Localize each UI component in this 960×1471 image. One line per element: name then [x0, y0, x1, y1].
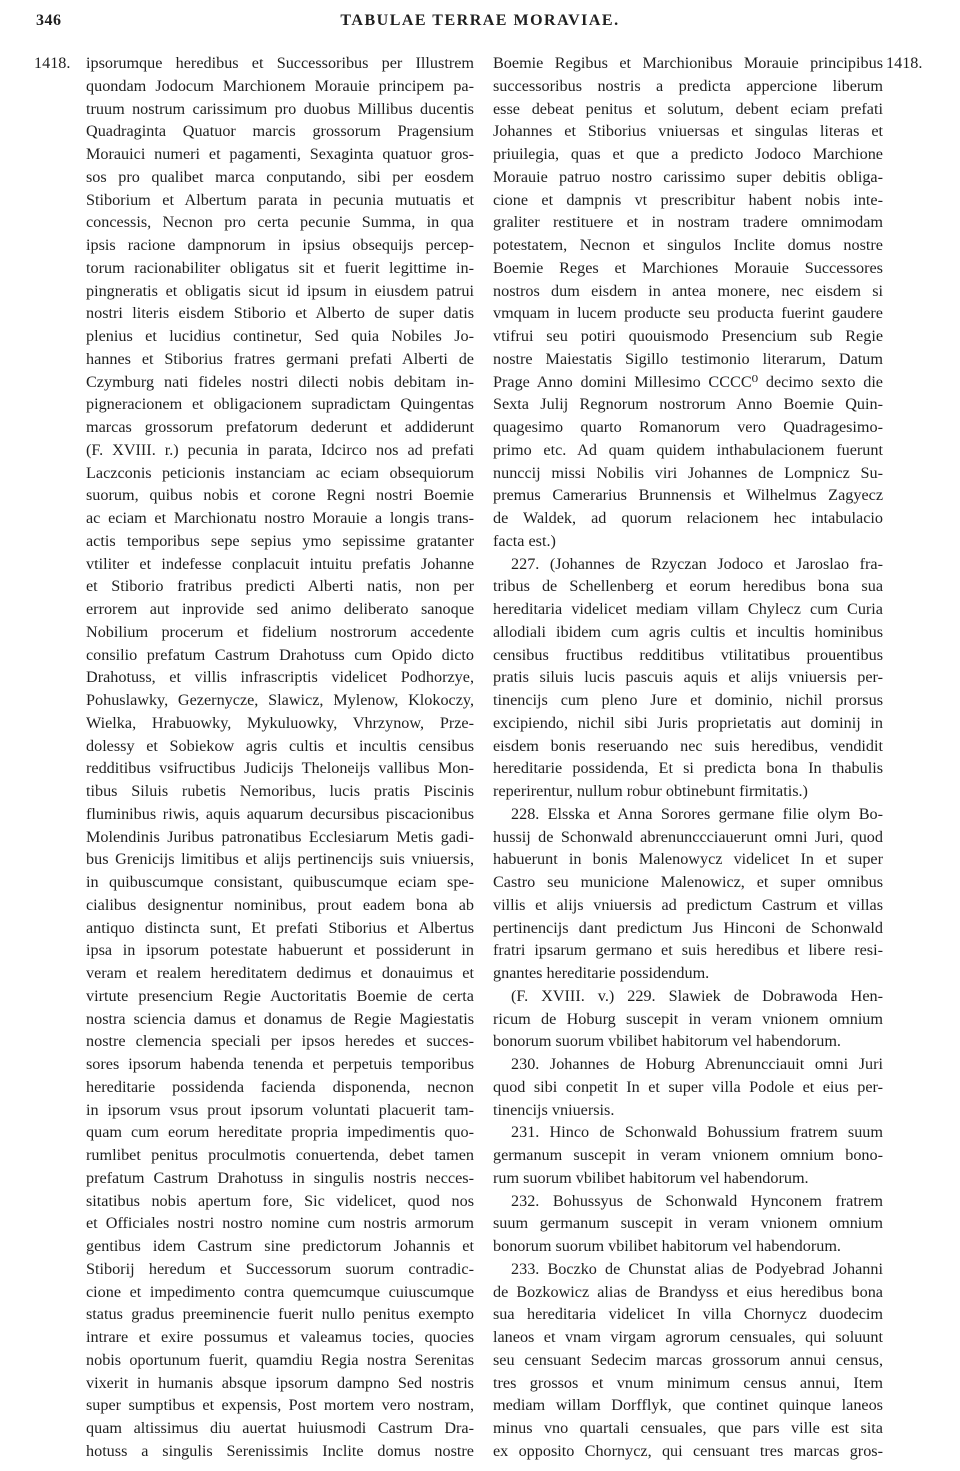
text-line: Sexta Julij Regnorum nostrorum Anno Boemie Quin-: [493, 395, 883, 414]
text-line: tribus de Schellenberg et eorum heredibus bona sua: [493, 577, 883, 596]
text-line: rum suorum vbilibet habitorum vel habendorum.: [493, 1168, 809, 1187]
margin-year-right: 1418.: [886, 54, 923, 72]
text-line: et Stiborio fratribus predicti Alberti natis, non per: [86, 577, 474, 596]
text-line: bonorum suorum vbilibet habitorum vel habendorum.: [493, 1032, 841, 1051]
text-line: 231. Hinco de Schonwald Bohussium fratrem suum: [511, 1123, 883, 1142]
text-line: (F. XVIII. r.) pecunia in parata, Idcirco nos ad prefati: [86, 440, 474, 459]
text-line: minus vno quartali censuales, que pars ville est sita: [493, 1419, 883, 1437]
text-line: potestatem, Necnon et singulos Inclite domus nostre: [493, 236, 883, 254]
text-line: super sumptibus et expensis, Post mortem vero nostram,: [86, 1396, 474, 1415]
right-column: [493, 52, 883, 1463]
text-line: Stiborij heredum et Successorum suorum contradic-: [86, 1259, 474, 1278]
text-line: successoribus nostris a predicta appercione liberum: [493, 76, 883, 95]
text-line: torum racionabiliter obligatus sit et fuerit legittime in-: [86, 258, 474, 277]
text-line: nunccij missi Nobilis viri Johannes de Lompnicz Su-: [493, 463, 883, 482]
text-line: nostri literis eisdem Stiborio et Alberto de super datis: [86, 304, 474, 323]
text-line: pertinencijs dant predictum Jus Hinconi de Schonwald: [493, 918, 883, 937]
text-line: Nobilium procerum et fidelium nostrorum accedente: [86, 622, 474, 641]
text-line: germanum suscepit in veram vnionem omnium bono-: [493, 1146, 883, 1164]
text-line: veram et realem hereditatem dedimus et donauimus et: [86, 964, 474, 982]
text-line: eisdem bonis reseruando nec suis heredibus, vendidit: [493, 736, 883, 755]
text-line: in ipsorum vsus prout ipsorum voluntati placuerit tam-: [86, 1100, 474, 1119]
text-line: Pohuslawky, Gezernycze, Slawicz, Mylenow, Klokoczy,: [86, 691, 474, 709]
text-line: sos pro qualibet marca conputando, sibi per eosdem: [86, 167, 474, 186]
text-line: hereditaria videlicet mediam villam Chylecz cum Curia: [493, 600, 883, 618]
text-line: (F. XVIII. v.) 229. Slawiek de Dobrawoda Hen-: [511, 986, 883, 1005]
text-line: vtifrui seu potiri quouismodo Presencium sub Regie: [493, 327, 883, 345]
text-line: plenius et lucidius continetur, Sed quia Nobiles Jo-: [86, 327, 474, 345]
text-line: virtute presencium Regie Auctoritatis Boemie de certa: [86, 986, 474, 1005]
text-line: Boemie Regibus et Marchionibus Morauie principibus: [493, 54, 883, 72]
text-line: quam altissimus diu auertat huiusmodi Castrum Dra-: [86, 1419, 474, 1437]
text-line: villis et alijs vniuersis ad predictum Castrum et villas: [493, 895, 883, 914]
text-line: Stiborium et Albertum parata in pecunia mutuatis et: [86, 190, 474, 209]
text-line: nostros dum eisdem in antea monere, nec eisdem si: [493, 281, 883, 300]
text-line: priuilegia, quas et que a predicto Jodoco Marchione: [493, 145, 883, 163]
text-line: prefatum Castrum Drahotuss in singulis nostris necces-: [86, 1168, 474, 1187]
text-line: tinencijs cum pleno Jure et dominio, nichil prorsus: [493, 691, 883, 709]
text-line: ricum de Hoburg suscepit in veram vnionem omnium: [493, 1009, 883, 1028]
text-line: ipsorumque heredibus et Successoribus per Illustrem: [86, 54, 474, 72]
text-line: quondam Jodocum Marchionem Morauie principem pa-: [86, 76, 474, 95]
text-line: quagesimo quarto Romanorum vero Quadragesimo-: [493, 418, 883, 436]
text-line: Morauie patruo nostro carissimo super debitis obliga-: [493, 167, 883, 186]
text-line: censibus fructibus redditibus vtilitatibus prouentibus: [493, 645, 883, 664]
text-line: bus Grenicijs limitibus et alijs pertinencijs suis vniuersis,: [86, 850, 474, 869]
text-line: ipsis racione dampnorum in ipsius obsequijs percep-: [86, 236, 474, 254]
page-header: [0, 12, 960, 40]
text-line: allodiali ibidem cum agris cultis et incultis hominibus: [493, 622, 883, 641]
text-line: Drahotuss, et villis infrascriptis videlicet Podhorzye,: [86, 668, 474, 687]
text-line: suum germanum suscepit in veram vnionem omnium: [493, 1214, 883, 1233]
text-line: Boemie Reges et Marchiones Morauie Successores: [493, 258, 883, 277]
text-line: pratis siluis lucis pascuis aquis et alijs vniuersis per-: [493, 668, 883, 687]
text-line: sores ipsorum habenda tenenda et perpetuis temporibus: [86, 1055, 474, 1073]
text-line: ex opposito Chornycz, qui censuant tres marcas gros-: [493, 1441, 883, 1460]
running-title: TABULAE TERRAE MORAVIAE.: [340, 12, 620, 29]
text-line: vmquam in lucem producte seu producta fuerint gaudere: [493, 304, 883, 323]
text-line: status gradus preeminencie fuerit nullo penitus exempto: [86, 1305, 474, 1324]
text-line: vixerit in humanis absque ipsorum dampno Sed nostris: [86, 1373, 474, 1392]
text-line: esse debeat penitus et solutum, debent eciam prefati: [493, 99, 883, 118]
text-line: seu censuant Sedecim marcas grossorum annui census,: [493, 1350, 883, 1369]
text-line: cialibus designentur nominibus, prout eadem bona ab: [86, 895, 474, 914]
text-line: fluminibus riwis, aquis aquarum decursibus piscacionibus: [86, 804, 474, 823]
text-line: cione et dampnis vt prescribitur habent nobis inte-: [493, 190, 883, 209]
text-line: bonorum suorum vbilibet habitorum vel habendorum.: [493, 1237, 841, 1255]
text-line: tres grossos et vnum minimum census annui, Item: [493, 1373, 883, 1392]
text-line: 230. Johannes de Hoburg Abrenuncciauit omni Juri: [511, 1055, 883, 1073]
text-line: actis temporibus sepe sepius ymo sepissime gratanter: [86, 531, 474, 550]
text-line: rumlibet penitus proculmotis conuertenda, debet tamen: [86, 1146, 474, 1164]
text-line: vtiliter et indefesse conplacuit intuitu prefatis Johanne: [86, 554, 474, 573]
text-line: Czymburg nati fideles nostri dilecti nobis debitam in-: [86, 372, 474, 391]
text-line: ac eciam et Marchionatu nostro Morauie a longis trans-: [86, 509, 474, 527]
text-line: 227. (Johannes de Rzyczan Jodoco et Jaroslao fra-: [511, 554, 883, 573]
text-line: et Officiales nostri nostro nomine cum nostris armorum: [86, 1214, 474, 1233]
text-line: reperirentur, nullum robur obtinebunt firmitatis.): [493, 782, 808, 800]
left-column: [86, 52, 474, 1463]
text-line: habuerunt in bonis Malenowycz videlicet In et super: [493, 850, 883, 869]
text-line: nobis oportunum fuerit, quamdiu Regia nostra Serenitas: [86, 1350, 474, 1369]
text-line: sua hereditaria videlicet In villa Chornycz duodecim: [493, 1305, 883, 1324]
margin-year-left: 1418.: [34, 54, 71, 72]
text-line: hereditarie possidenda, Et si predicta bona In thabulis: [493, 759, 883, 778]
text-line: hussij de Schonwald abrenunccciauerunt omni Juri, quod: [493, 827, 883, 846]
text-line: hotuss a singulis Serenissimis Inclite domus nostre: [86, 1441, 474, 1460]
text-line: tinencijs vniuersis.: [493, 1100, 615, 1119]
text-line: Laczconis peticionis instanciam ac eciam obsequiorum: [86, 463, 474, 482]
text-line: in quibuscumque consistant, quibuscumque eciam spe-: [86, 873, 474, 891]
text-line: quam cum eorum hereditate propria impedimentis quo-: [86, 1123, 474, 1142]
text-line: 232. Bohussyus de Schonwald Hynconem fratrem: [511, 1191, 883, 1210]
text-line: suorum, quibus nobis et corone Regni nostri Boemie: [86, 486, 474, 505]
text-line: Quadraginta Quatuor marcis grossorum Pragensium: [86, 122, 474, 141]
text-line: excipiendo, nichil sibi Juris proprietatis aut dominij in: [493, 713, 883, 732]
text-line: Prage Anno domini Millesimo CCCC⁰ decimo sexto die: [493, 372, 883, 391]
text-line: Morauici numeri et pagamenti, Sexaginta quatuor gros-: [86, 145, 474, 163]
text-line: 233. Boczko de Chunstat alias de Podyebrad Johanni: [511, 1259, 883, 1278]
text-line: de Waldek, ad quorum relacionem hec intabulacio: [493, 509, 883, 527]
text-line: gentibus idem Castrum sine predictorum Johannis et: [86, 1237, 474, 1255]
text-line: redditibus vsifructibus Judicijs Theloneijs vallibus Mon-: [86, 759, 474, 778]
text-line: truum nostrum carissimum pro duobus Millibus ducentis: [86, 99, 474, 118]
text-line: 228. Elsska et Anna Sorores germane filie olym Bo-: [511, 804, 883, 823]
text-line: marcas grossorum prefatorum dederunt et addiderunt: [86, 418, 474, 436]
text-line: intrare et exire possumus et valeamus tocies, quocies: [86, 1328, 474, 1346]
text-line: de Bozkowicz alias de Brandyss et eius heredibus bona: [493, 1282, 883, 1301]
text-line: dolessy et Sobiekow agris cultis et incultis censibus: [86, 736, 474, 755]
text-line: ipsa in ipsorum potestate habuerunt et possiderunt in: [86, 941, 474, 960]
text-line: facta est.): [493, 531, 556, 550]
text-line: sitatibus nobis apertum fore, Sic videlicet, quod nos: [86, 1191, 474, 1210]
text-line: primo etc. Ad quam quidem inthabulacionem fuerunt: [493, 440, 883, 459]
text-line: premus Camerarius Brunnensis et Wilhelmus Zagyecz: [493, 486, 883, 505]
text-line: graliter restituere et in nostram tradere omnimodam: [493, 213, 883, 232]
text-line: tibus Siluis rubetis Nemoribus, lucis pratis Piscinis: [86, 782, 474, 800]
text-line: pigneracionem et obligacionem supradictam Quingentas: [86, 395, 474, 414]
text-line: consilio prefatum Castrum Drahotuss cum Opido dicto: [86, 645, 474, 664]
text-line: laneos et vnam virgam agrorum censuales, qui soluunt: [493, 1328, 883, 1346]
text-line: errorem aut inprovide sed animo deliberato sanoque: [86, 600, 474, 618]
text-line: mediam willam Dorfflyk, que continet quinque laneos: [493, 1396, 883, 1415]
text-line: concessis, Necnon pro certa pecunie Summa, in qua: [86, 213, 474, 232]
text-line: Johannes et Stiborius vniuersas et singulas literas et: [493, 122, 883, 141]
text-line: Castro seu municione Malenowicz, et super omnibus: [493, 873, 883, 891]
text-line: hannes et Stiborius fratres germani prefati Alberti de: [86, 349, 474, 368]
text-line: nostre clemencia speciali per ipsos heredes et succes-: [86, 1032, 474, 1051]
text-line: quod sibi conpetit In et super villa Podole et eius per-: [493, 1077, 883, 1096]
text-line: nostra sciencia damus et donamus de Regie Magiestatis: [86, 1009, 474, 1028]
page-number: 346: [36, 12, 62, 29]
text-line: antiquo distincta sunt, Et prefati Stiborius et Albertus: [86, 918, 474, 937]
text-line: fratri ipsarum germano et suis heredibus et libere resi-: [493, 941, 883, 960]
text-line: hereditarie possidenda facienda disponenda, necnon: [86, 1077, 474, 1096]
text-line: Wielka, Hrabuowky, Mykuluowky, Vhrzynow, Prze-: [86, 713, 474, 732]
text-line: cione et impedimento contra quemcumque cuiuscumque: [86, 1282, 474, 1301]
text-line: pingneratis et obligatis sicut id ipsum in eiusdem patrui: [86, 281, 474, 300]
text-line: nostre Maiestatis Sigillo testimonio literarum, Datum: [493, 349, 883, 368]
text-line: Molendinis Juribus patronatibus Ecclesiarum Metis gadi-: [86, 827, 474, 846]
text-line: gnantes hereditarie possidendum.: [493, 964, 710, 982]
